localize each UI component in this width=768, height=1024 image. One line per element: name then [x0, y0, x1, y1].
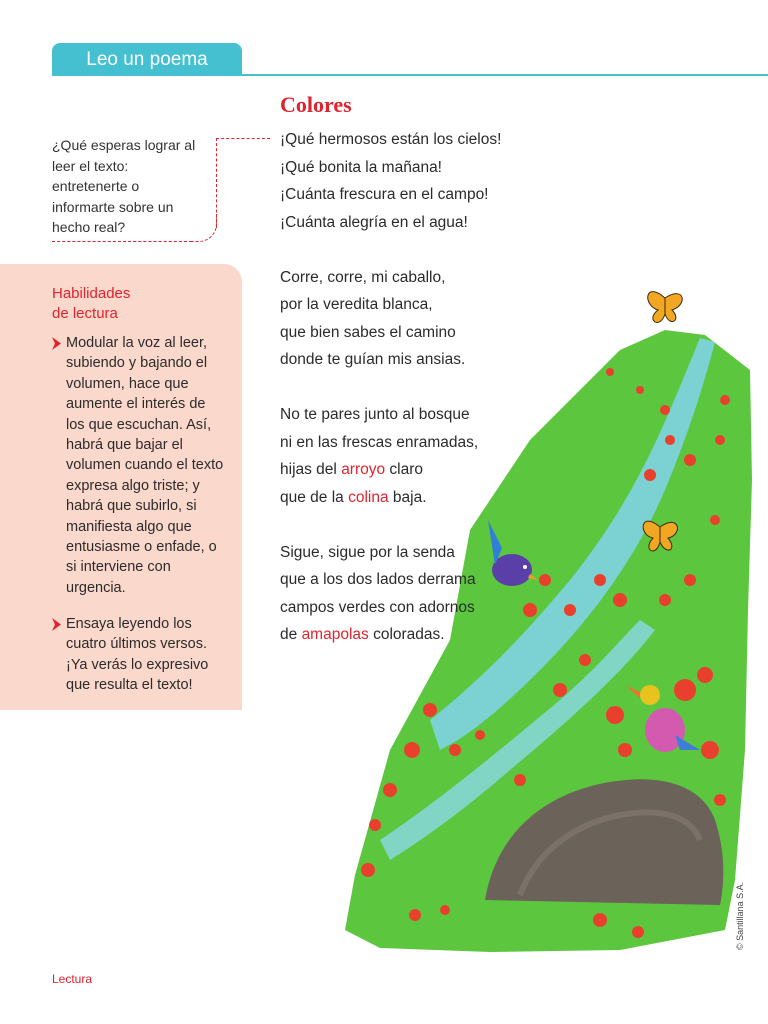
bullet-arrow-icon: [52, 337, 61, 350]
poem-line: de amapolas coloradas.: [280, 626, 445, 643]
poem-body: [280, 126, 540, 676]
section-tab-label: Leo un poema: [86, 49, 208, 70]
section-tab: [52, 43, 242, 75]
poem-line: ¡Qué bonita la mañana!: [280, 158, 442, 176]
poem-line: por la veredita blanca,: [280, 296, 433, 313]
highlight-word: colina: [348, 488, 389, 506]
bullet-arrow-icon: [52, 618, 61, 631]
reading-skills-title: Habilidades de lectura: [52, 285, 131, 322]
connector-line: [192, 214, 217, 242]
header-rule: [52, 74, 768, 76]
footer-section-label: Lectura: [52, 972, 93, 986]
poem-line: que bien sabes el camino: [280, 323, 456, 341]
poem-line: que a los dos lados derrama: [280, 571, 476, 588]
poem-line: ni en las frescas enramadas,: [280, 433, 479, 451]
poem-stanza: [280, 264, 540, 374]
highlight-word: amapolas: [301, 626, 369, 643]
skill-item: Modular la voz al leer, subiendo y bajando el volumen, hace que aumente el interés de los que escuchan. Así, habrá que bajar el volumen cuando el texto expresa algo triste; y habrá que subirlo, si manifiesta algo que entusiasme o enfade, o si interviene con urgencia.: [66, 335, 224, 596]
poem-line: campos verdes con adornos: [280, 598, 475, 616]
copyright-credit: © Santillana S.A.: [735, 881, 745, 950]
poem-line: No te pares junto al bosque: [280, 406, 470, 423]
poem-line: Corre, corre, mi caballo,: [280, 268, 446, 286]
poem-line: Sigue, sigue por la senda: [280, 543, 455, 561]
poem-line: ¡Cuánta frescura en el campo!: [280, 186, 489, 203]
pre-reading-question: ¿Qué esperas lograr al leer el texto: entretenerte o informarte sobre un hecho real?: [52, 137, 196, 235]
poem-line: donde te guían mis ansias.: [280, 351, 466, 368]
poem-stanza: [280, 401, 540, 511]
poem-line: hijas del arroyo claro: [280, 461, 424, 478]
poem-stanza: [280, 539, 540, 649]
highlight-word: arroyo: [341, 461, 386, 478]
poem-stanza: [280, 126, 540, 236]
poem-line: ¡Cuánta alegría en el agua!: [280, 213, 468, 231]
butterfly-icon: [648, 292, 683, 323]
connector-line: [216, 138, 270, 139]
skill-item: Ensaya leyendo los cuatro últimos versos. ¡Ya verás lo expresivo que resulta el texto!: [66, 616, 209, 694]
connector-line: [52, 241, 192, 242]
poem-title: Colores: [280, 92, 352, 117]
poem-line: ¡Qué hermosos están los cielos!: [280, 131, 502, 148]
poem-line: que de la colina baja.: [280, 488, 427, 506]
